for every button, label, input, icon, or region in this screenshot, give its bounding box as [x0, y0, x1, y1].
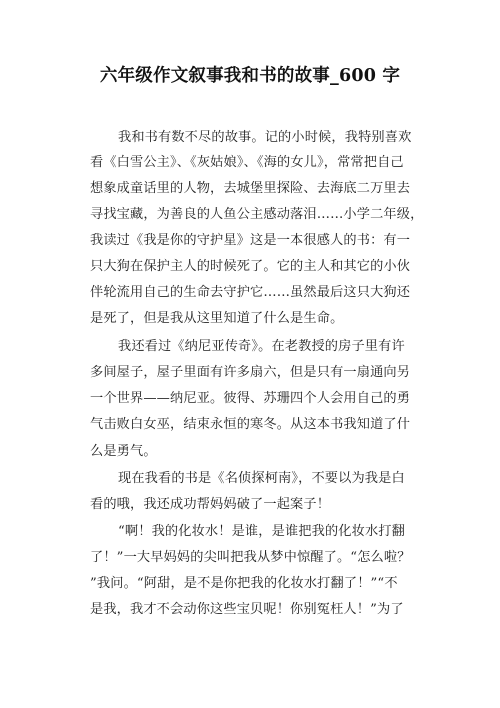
body-line: 我还看过《纳尼亚传奇》。在老教授的房子里有许: [118, 339, 405, 354]
body-line: 么是勇气。: [90, 444, 157, 459]
body-line: 我读过《我是你的守护星》这是一本很感人的书：有一: [90, 233, 411, 248]
body-line: 我和书有数不尽的故事。记的小时候，我特别喜欢: [118, 130, 412, 145]
body-line: 多间屋子，屋子里面有许多扇六，但是只有一扇通向另: [90, 365, 411, 380]
body-line: 了！”一大早妈妈的尖叫把我从梦中惊醒了。“怎么啦？: [90, 550, 411, 565]
body-line: ”我问。“阿甜，是不是你把我的化妆水打翻了！”“不: [90, 576, 398, 591]
body-line: 是我，我才不会动你这些宝贝呢！你别冤枉人！”为了: [90, 602, 404, 617]
body-line: 是死了，但是我从这里知道了什么是生命。: [90, 311, 344, 326]
body-line: 气击败白女巫，结束永恒的寒冬。从这本书我知道了什: [90, 417, 411, 432]
body-line: “啊！我的化妆水！是谁，是谁把我的化妆水打翻: [118, 524, 405, 539]
body-line: 想象成童话里的人物，去城堡里探险、去海底二万里去: [90, 181, 411, 196]
body-line: 看的哦，我还成功帮妈妈破了一起案子！: [90, 497, 331, 512]
body-line: 伴轮流用自己的生命去守护它……虽然最后这只大狗还: [90, 285, 411, 300]
body-line: 只大狗在保护主人的时候死了。它的主人和其它的小伙: [90, 259, 411, 274]
body-line: 寻找宝藏，为善良的人鱼公主感动落泪……小学二年级，: [90, 207, 424, 222]
body-line: 一个世界——纳尼亚。彼得、苏珊四个人会用自己的勇: [90, 391, 411, 406]
document-title: 六年级作文叙事我和书的故事_600 字: [99, 66, 401, 86]
body-line: 看《白雪公主》、《灰姑娘》、《海的女儿》，常常把自己: [90, 155, 404, 170]
body-line: 现在我看的书是《名侦探柯南》，不要以为我是白: [118, 471, 405, 486]
